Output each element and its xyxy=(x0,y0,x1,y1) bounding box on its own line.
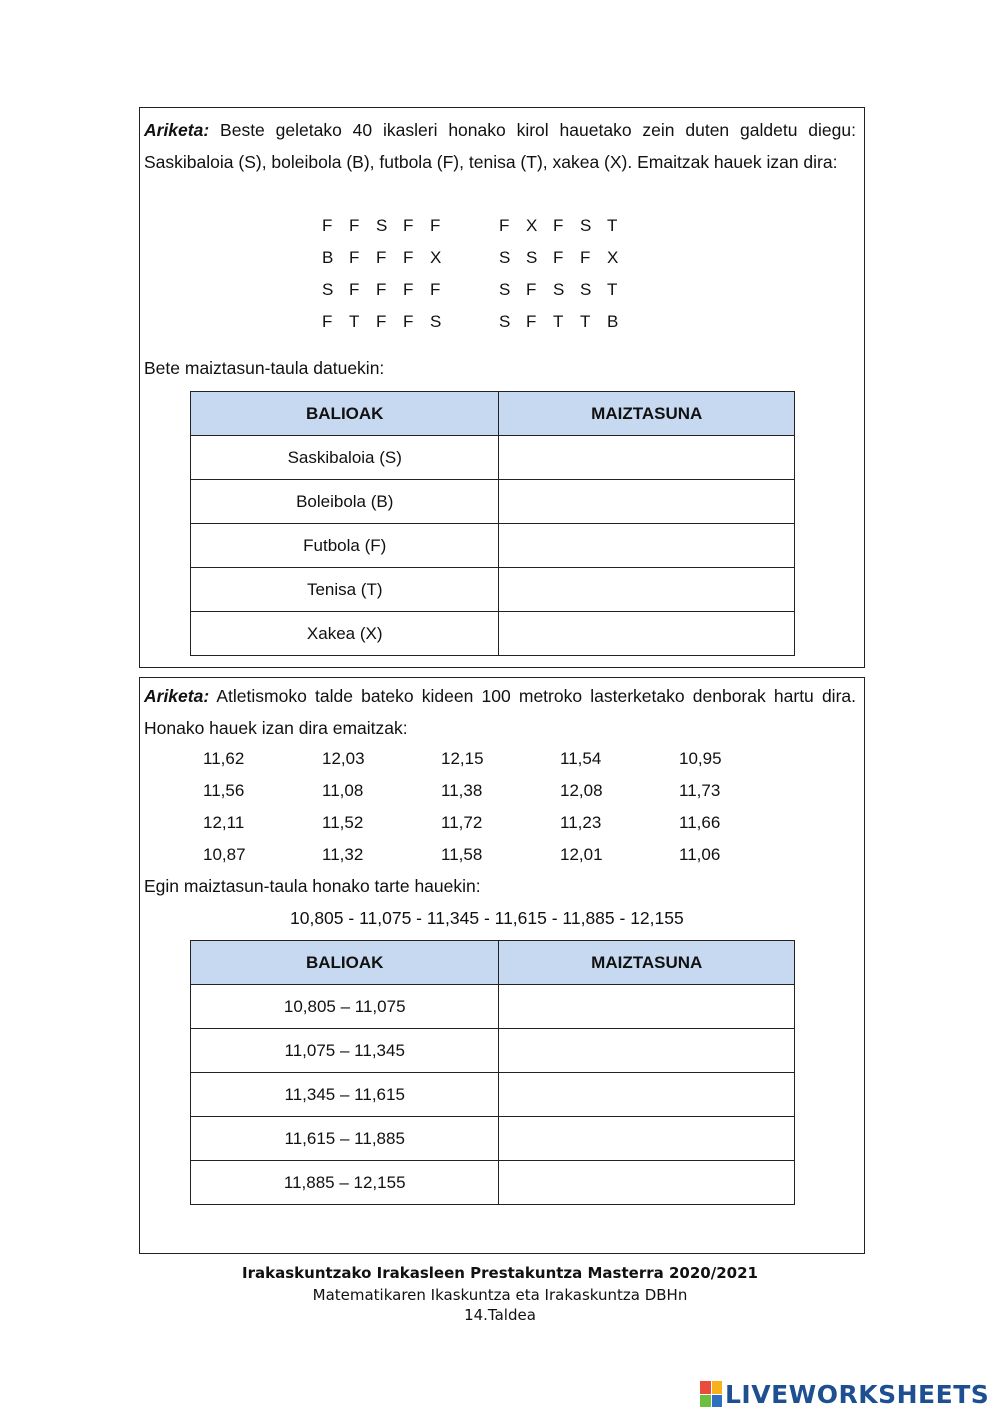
table-row xyxy=(191,480,795,524)
times-row: 12,11 11,52 11,72 11,23 11,66 xyxy=(203,813,721,832)
exercise-1-label: Ariketa: xyxy=(144,120,210,140)
frequency-table-1 xyxy=(190,391,795,656)
letters-row: S F T T B xyxy=(499,312,619,331)
interval-cell: 11,885 – 12,155 xyxy=(191,1161,499,1205)
header-balioak: BALIOAK xyxy=(191,941,499,985)
intervals-line: 10,805 - 11,075 - 11,345 - 11,615 - 11,885 - 12,155 xyxy=(290,908,684,928)
times-block xyxy=(203,743,798,871)
times-row: 11,56 11,08 11,38 12,08 11,73 xyxy=(203,781,721,800)
table-row xyxy=(191,436,795,480)
letters-row: F X F S T xyxy=(499,216,618,235)
interval-cell: 11,345 – 11,615 xyxy=(191,1073,499,1117)
table-row xyxy=(191,568,795,612)
frequency-input-cell[interactable] xyxy=(499,1029,795,1073)
interval-cell: 10,805 – 11,075 xyxy=(191,985,499,1029)
letters-row: S F S S T xyxy=(499,280,618,299)
logo-text: LIVEWORKSHEETS xyxy=(725,1379,990,1409)
frequency-input-cell[interactable] xyxy=(499,1161,795,1205)
letters-right-block xyxy=(499,210,634,338)
table-row xyxy=(191,524,795,568)
footer-line-1: Irakaskuntzako Irakasleen Prestakuntza Masterra 2020/2021 xyxy=(242,1264,758,1282)
frequency-input-cell[interactable] xyxy=(499,1073,795,1117)
letters-row: S S F F X xyxy=(499,248,619,267)
frequency-input-cell[interactable] xyxy=(499,480,795,524)
footer-line-2: Matematikaren Ikaskuntza eta Irakaskuntza DBHn xyxy=(312,1286,688,1304)
frequency-input-cell[interactable] xyxy=(499,524,795,568)
exercise-1-text: Beste geletako 40 ikasleri honako kirol hauetako zein duten galdetu diegu: Saskibaloia (S), boleibola (B), futbola (F), tenisa (T), xakea (X). Emaitzak hauek izan dira: xyxy=(144,120,856,172)
header-maiztasuna: MAIZTASUNA xyxy=(499,941,795,985)
table-row xyxy=(191,1161,795,1205)
value-cell: Tenisa (T) xyxy=(191,568,499,612)
table-row xyxy=(191,1029,795,1073)
letters-row: S F F F F xyxy=(322,280,441,299)
exercise-2-instruction: Egin maiztasun-taula honako tarte hauekin: xyxy=(144,876,481,896)
frequency-input-cell[interactable] xyxy=(499,568,795,612)
letters-row: F T F F S xyxy=(322,312,442,331)
interval-cell: 11,615 – 11,885 xyxy=(191,1117,499,1161)
liveworksheets-logo[interactable] xyxy=(700,1378,989,1410)
table-row xyxy=(191,985,795,1029)
header-balioak: BALIOAK xyxy=(191,392,499,436)
table-row xyxy=(191,1073,795,1117)
value-cell: Xakea (X) xyxy=(191,612,499,656)
value-cell: Futbola (F) xyxy=(191,524,499,568)
footer xyxy=(0,1264,1000,1324)
exercise-2-statement xyxy=(144,680,856,744)
letters-row: B F F F X xyxy=(322,248,442,267)
header-maiztasuna: MAIZTASUNA xyxy=(499,392,795,436)
frequency-input-cell[interactable] xyxy=(499,436,795,480)
value-cell: Boleibola (B) xyxy=(191,480,499,524)
exercise-1-box xyxy=(139,107,865,668)
frequency-input-cell[interactable] xyxy=(499,985,795,1029)
frequency-table-2 xyxy=(190,940,795,1205)
interval-cell: 11,075 – 11,345 xyxy=(191,1029,499,1073)
exercise-2-box xyxy=(139,677,865,1254)
table-row xyxy=(191,1117,795,1161)
liveworksheets-logo-icon xyxy=(700,1381,722,1407)
exercise-2-text: Atletismoko talde bateko kideen 100 metroko lasterketako denborak hartu dira. Honako hauek izan dira emaitzak: xyxy=(144,686,856,738)
table-row xyxy=(191,612,795,656)
exercise-1-statement xyxy=(144,114,856,178)
exercise-2-label: Ariketa: xyxy=(144,686,210,706)
value-cell: Saskibaloia (S) xyxy=(191,436,499,480)
letters-row: F F S F F xyxy=(322,216,441,235)
letters-left-block xyxy=(322,210,457,338)
times-row: 10,87 11,32 11,58 12,01 11,06 xyxy=(203,845,721,864)
footer-line-3: 14.Taldea xyxy=(464,1306,536,1324)
times-row: 11,62 12,03 12,15 11,54 10,95 xyxy=(203,749,722,768)
frequency-input-cell[interactable] xyxy=(499,1117,795,1161)
exercise-1-instruction: Bete maiztasun-taula datuekin: xyxy=(144,358,385,378)
frequency-input-cell[interactable] xyxy=(499,612,795,656)
